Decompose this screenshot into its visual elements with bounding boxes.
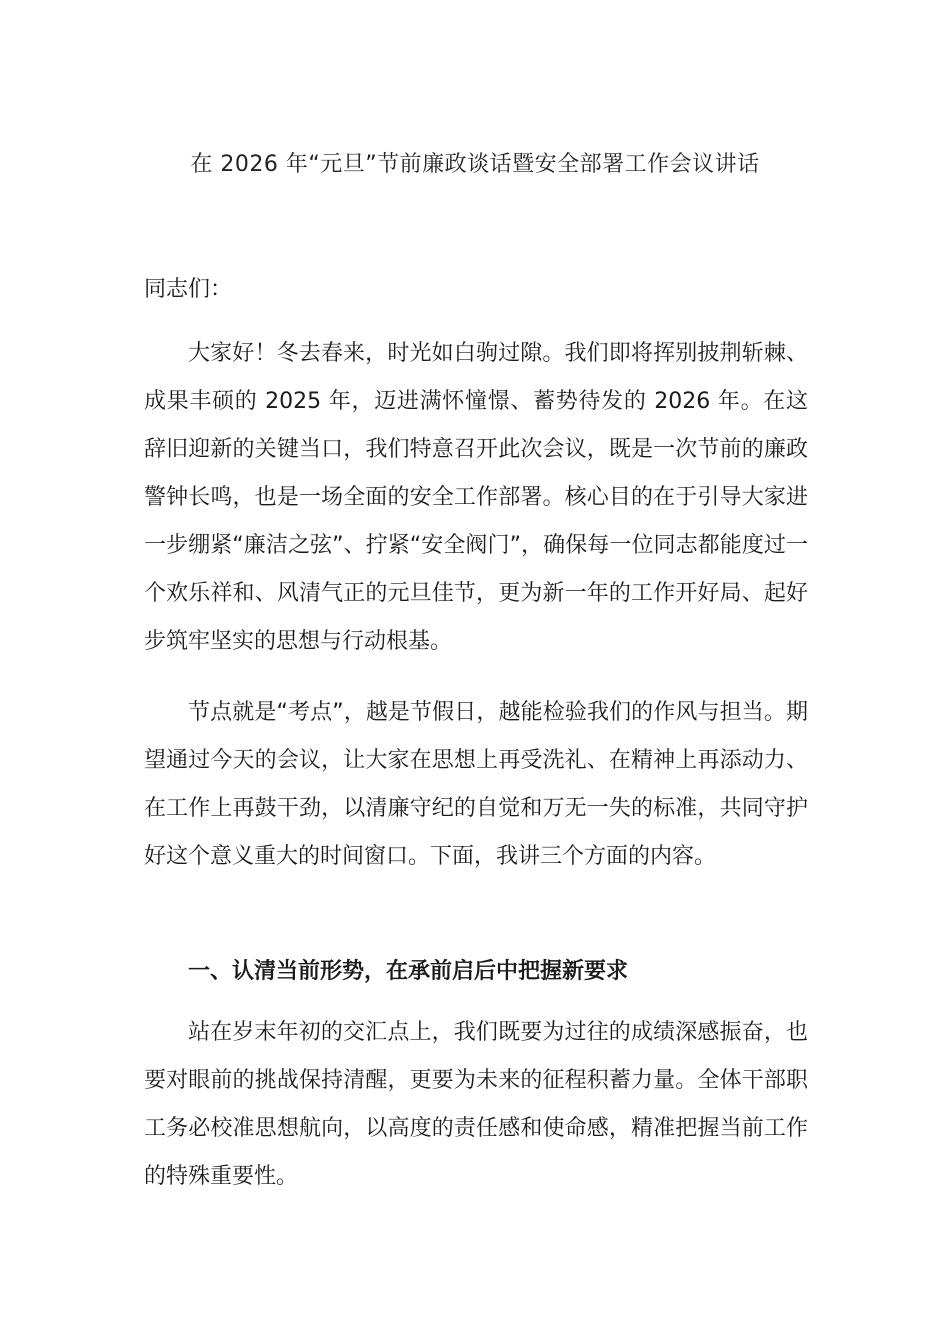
salutation: 同志们： (144, 277, 233, 302)
paragraph-overview: 节点就是“考点”，越是节假日，越能检验我们的作风与担当。期望通过今天的会议，让大家在思想上再受洗礼、在精神上再添动力、在工作上再鼓干劲，以清廉守纪的自觉和万无一失的标准，共同守护好这个意义重大的时间窗口。下面，我讲三个方面的内容。 (144, 700, 808, 869)
paragraph-section-1: 站在岁末年初的交汇点上，我们既要为过往的成绩深感振奋，也要对眼前的挑战保持清醒，更要为未来的征程积蓄力量。全体干部职工务必校准思想航向，以高度的责任感和使命感，精准把握当前工作的特殊重要性。 (144, 1020, 808, 1189)
paragraph-opening: 大家好！冬去春来，时光如白驹过隙。我们即将挥别披荆斩棘、成果丰硕的 2025 年，迈进满怀憧憬、蓄势待发的 2026 年。在这辞旧迎新的关键当口，我们特意召开此次会议，既是一次节前的廉政警钟长鸣，也是一场全面的安全工作部署。核心目的在于引导大家进一步绷紧“廉洁之弦”、拧紧“安全阀门”，确保每一位同志都能度过一个欢乐祥和、风清气正的元旦佳节，更为新一年的工作开好局、起好步筑牢坚实的思想与行动根基。 (144, 341, 808, 654)
document-title: 在 2026 年“元旦”节前廉政谈话暨安全部署工作会议讲话 (190, 152, 760, 177)
section-heading-1: 一、认清当前形势，在承前启后中把握新要求 (188, 959, 629, 984)
